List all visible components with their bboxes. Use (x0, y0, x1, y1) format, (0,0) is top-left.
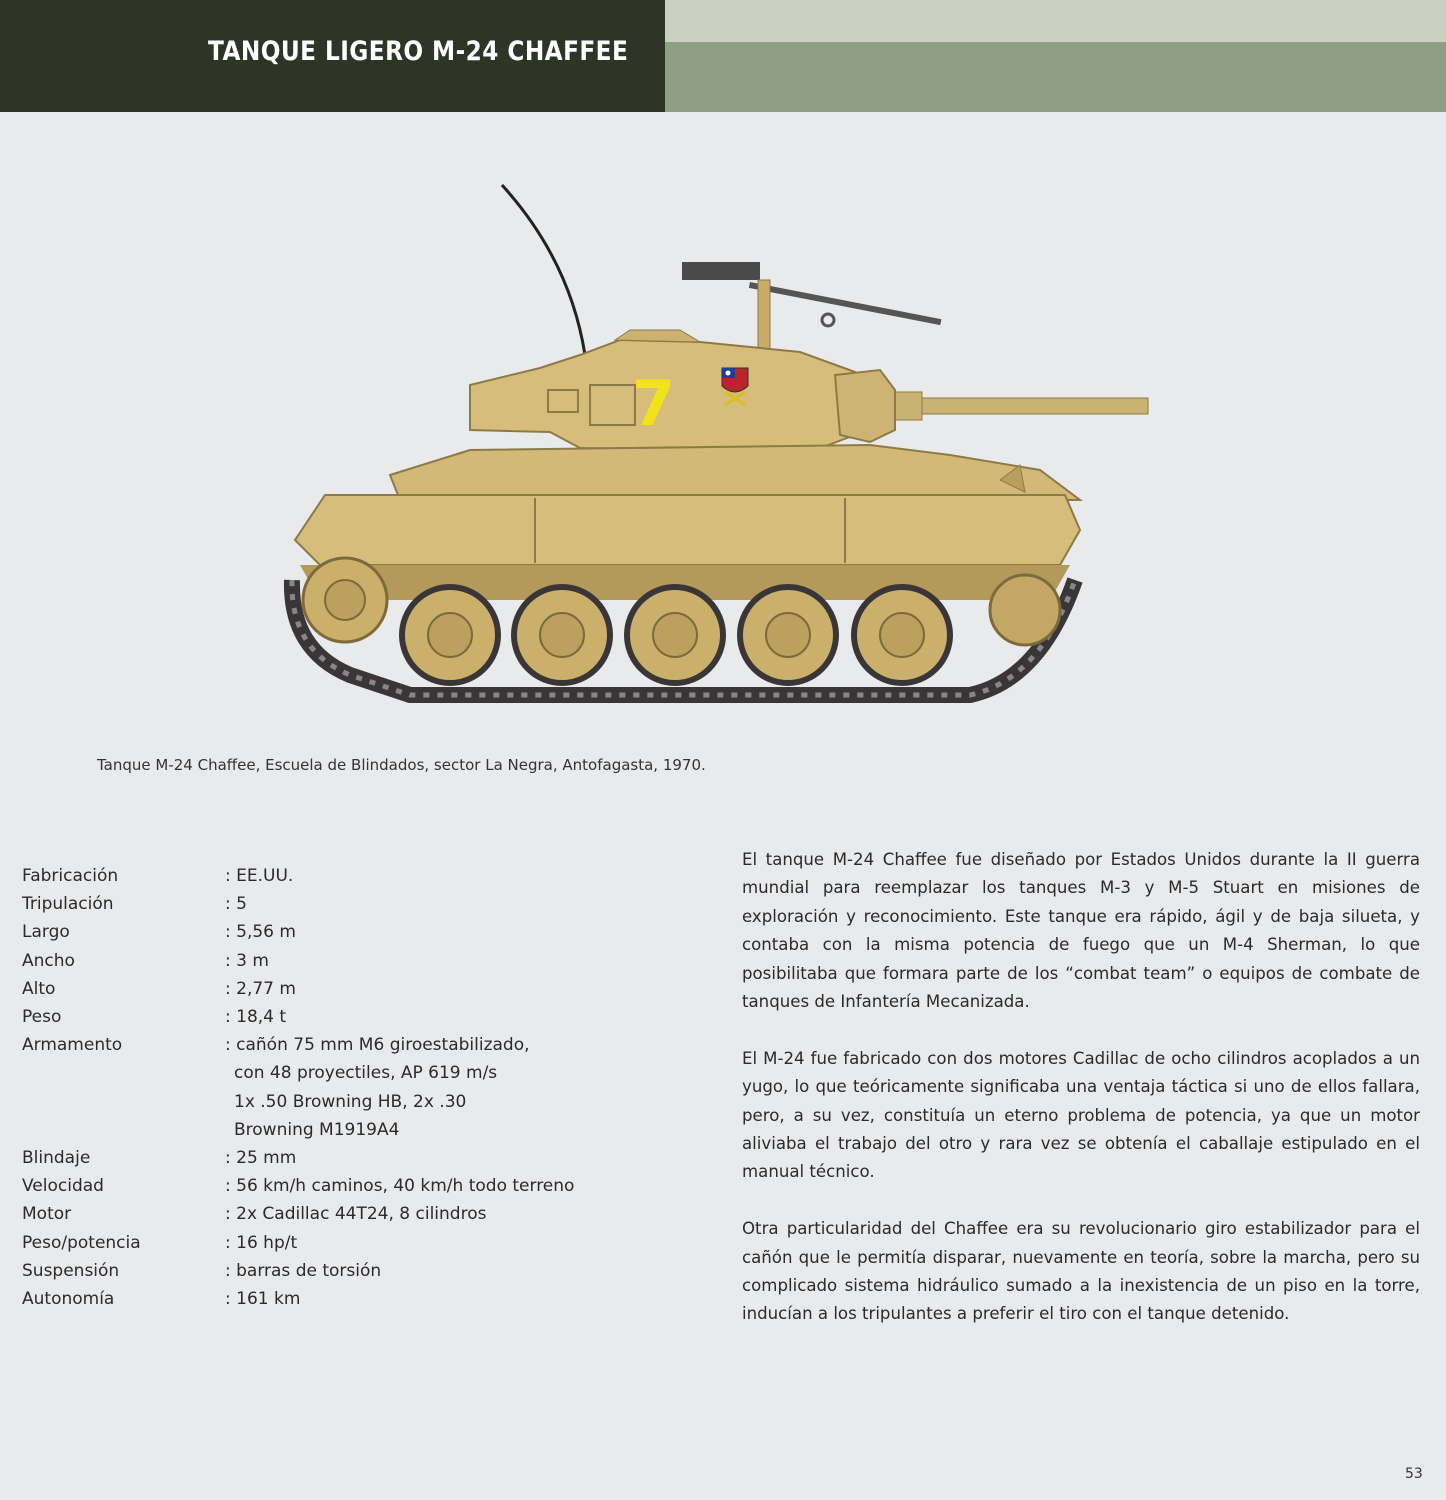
spec-label: Armamento (22, 1035, 123, 1056)
spec-value: : cañón 75 mm M6 giroestabilizado, (225, 1035, 530, 1056)
spec-value: : 5,56 m (225, 922, 296, 943)
spec-label: Suspensión (22, 1260, 120, 1281)
spec-row (22, 890, 622, 918)
spec-label: Peso/potencia (22, 1232, 141, 1253)
spec-label: Motor (22, 1204, 72, 1225)
spec-label: Peso (22, 1007, 62, 1028)
spec-value: : 2x Cadillac 44T24, 8 cilindros (225, 1204, 487, 1225)
spec-row (22, 975, 622, 1003)
spec-value: : 3 m (225, 950, 269, 971)
hull-deck (390, 445, 1080, 500)
page-title: TANQUE LIGERO M-24 CHAFFEE (208, 36, 629, 67)
spec-label: Fabricación (22, 866, 119, 886)
spec-label: Blindaje (22, 1148, 91, 1169)
spec-value: : 56 km/h caminos, 40 km/h todo terreno (225, 1176, 575, 1197)
header-accent-top (665, 0, 1446, 42)
spec-row (22, 862, 622, 890)
tank-illustration (280, 180, 1160, 710)
paragraph: El M-24 fue fabricado con dos motores Cadillac de ocho cilindros acoplados a un yugo, lo que teóricamente significaba una ventaja táctica si uno de ellos fallara, pero, a su vez, constituía un eterno problema de potencia, ya que un motor aliviaba el trabajo del otro y rara vez se obtenía el caballaje estipulado en el manual técnico. (742, 1048, 1420, 1182)
spec-value: con 48 proyectiles, AP 619 m/s (234, 1063, 498, 1084)
spec-value: Browning M1919A4 (234, 1119, 400, 1140)
spec-value: 1x .50 Browning HB, 2x .30 (234, 1091, 467, 1112)
spec-row (22, 1229, 622, 1257)
paragraph: El tanque M-24 Chaffee fue diseñado por Estados Unidos durante la II guerra mundial para reemplazar los tanques M-3 y M-5 Stuart en misiones de exploración y reconocimiento. Este tanque era rápido, ágil y de baja silueta, y contaba con la misma potencia de fuego que un M-4 Sherman, lo que posibilitaba que formara parte de los “combat team” o equipos de combate de tanques de Infantería Mecanizada. (742, 850, 1420, 1012)
illustration-caption: Tanque M-24 Chaffee, Escuela de Blindados, sector La Negra, Antofagasta, 1970. (97, 756, 706, 774)
spec-row (22, 1285, 622, 1313)
spec-label: Ancho (22, 950, 75, 971)
tank-drawing (280, 180, 1160, 710)
page-number: 53 (1405, 1466, 1423, 1482)
header-accent (665, 42, 1446, 112)
spec-value: : 25 mm (225, 1148, 297, 1169)
spec-value: : EE.UU. (225, 866, 294, 886)
drive-sprocket (303, 558, 387, 642)
spec-row (22, 947, 622, 975)
spec-label: Autonomía (22, 1289, 115, 1310)
spec-row (22, 1031, 622, 1144)
spec-label: Alto (22, 978, 56, 999)
spec-row (22, 1257, 622, 1285)
main-gun (900, 398, 1148, 414)
spec-value: : 5 (225, 894, 247, 915)
turret-number: 7 (632, 367, 676, 440)
paragraph: Otra particularidad del Chaffee era su revolucionario giro estabilizador para el cañón que le permitía disparar, nuevamente en teoría, sobre la marcha, pero su complicado sistema hidráulico sumado a la inexistencia de un piso en la torre, inducían a los tripulantes a preferir el tiro con el tanque detenido. (742, 1219, 1420, 1324)
hull-side (295, 495, 1080, 565)
spec-label: Velocidad (22, 1176, 104, 1197)
spec-label: Largo (22, 922, 70, 943)
spec-value: : barras de torsión (225, 1260, 382, 1281)
spec-row (22, 1003, 622, 1031)
spec-value: : 161 km (225, 1289, 301, 1310)
spec-row (22, 918, 622, 946)
spec-value: : 18,4 t (225, 1007, 287, 1028)
spec-row (22, 1200, 622, 1228)
idler-wheel (990, 575, 1060, 645)
spec-value: : 16 hp/t (225, 1232, 298, 1253)
spec-row (22, 1172, 622, 1200)
article-body (742, 846, 1420, 1357)
antenna (502, 185, 585, 355)
spec-row (22, 1144, 622, 1172)
spec-table (22, 862, 622, 1313)
road-wheels (402, 587, 950, 683)
spec-value: : 2,77 m (225, 978, 296, 999)
spec-label: Tripulación (22, 894, 114, 915)
